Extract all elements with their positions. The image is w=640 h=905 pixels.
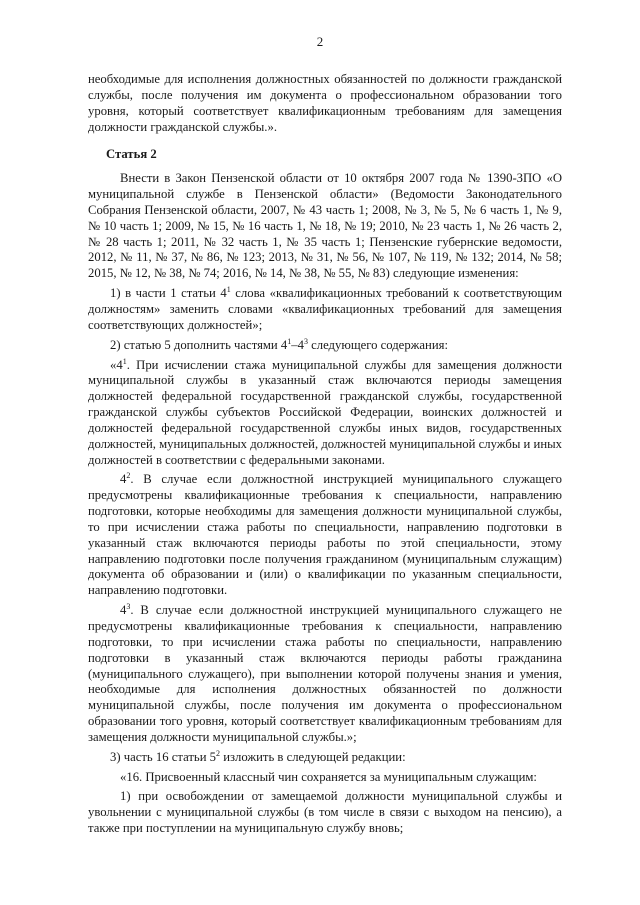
part-4-2: $4^2$. В случае если должностной инструкцией муниципального служащего предусмотрены квалификационные требования к специальности, направлению подготовки, которые необходимы для замещения должности муниципальной службы, то при исчислении стажа работы по специальности, направлению подготовки в указанный стаж включаются периоды работы по этой специальности, этому направлению подготовки после получения гражданином (муниципальным служащим) документа об образовании и (или) о квалификации по указанным специальности, направлению подготовки. [88,471,562,598]
amendment-item-3: 3) часть 16 статьи $5^2$ изложить в следующей редакции: [110,748,406,764]
article-heading: Статья 2 [106,147,157,162]
page-number: 2 [316,34,324,49]
intro-fragment: необходимые для исполнения должностных обязанностей по должности гражданской службы, после получения им документа о профессиональном образовании того уровня, который соответствует квалификационным требованиям для замещения должности гражданской службы.». [88,72,562,134]
amendment-item-2: 2) статью 5 дополнить частями $4^1-4^3$ следующего содержания: [110,336,448,352]
article-intro: Внести в Закон Пензенской области от 10 октября 2007 года № 1390-ЗПО «О муниципальной службе в Пензенской области» (Ведомости Законодательного Собрания Пензенской области, 2007, № 43 часть 1; 2008, № 3, № 5, № 6 часть 1, № 9, № 10 часть 1; 2009, № 15, № 16 часть 1, № 18, № 19; 2010, № 23 часть 1, № 26 часть 2, № 28 часть 1; 2011, № 32 часть 1, № 35 часть 1; Пензенские губернские ведомости, 2012, № 11, № 37, № 86, № 123; 2013, № 31, № 56, № 107, № 119, № 132; 2014, № 58; 2015, № 12, № 38, № 74; 2016, № 14, № 38, № 55, № 83) следующие изменения: [88,171,562,281]
sub-item-1: 1) при освобождении от замещаемой должности муниципальной службы и увольнении с муниципальной службы (в том числе в связи с выходом на пенсию), а также при поступлении на муниципальную службу вновь; [88,789,562,836]
amendment-item-1: 1) в части 1 статьи $4^1$ слова «квалификационных требований к соответствующим должностям» заменить словами «квалификационных требований для замещения соответствующих должностей»; [88,284,562,332]
part-16: «16. Присвоенный классный чин сохраняется за муниципальным служащим: [120,769,537,784]
part-4-1: «$4^1$. При исчислении стажа муниципальной службы для замещения должности муниципальной службы в указанный стаж включаются периоды замещения должностей федеральной государственной гражданской службы, государственной гражданской службы субъектов Российской Федерации, воинских должностей и должностей федеральной государственной службы иных видов, государственных должностей, муниципальных должностей, должностей муниципальной службы и иных должностей в соответствии с федеральными законами. [88,356,562,467]
document-body [88,72,562,837]
part-4-3: $4^3$. В случае если должностной инструкцией муниципального служащего не предусмотрены квалификационные требования к специальности, направлению подготовки, то при исчислении стажа работы по специальности, направлению подготовки в указанный стаж включаются периоды работы гражданина (муниципального служащего), при выполнении которой получены знания и умения, необходимые для исполнения должностных обязанностей по должности муниципальной службы, после получения им документа о профессиональном образовании того уровня, который соответствует квалификационным требованиям для замещения должности муниципальной службы.»; [88,601,562,744]
